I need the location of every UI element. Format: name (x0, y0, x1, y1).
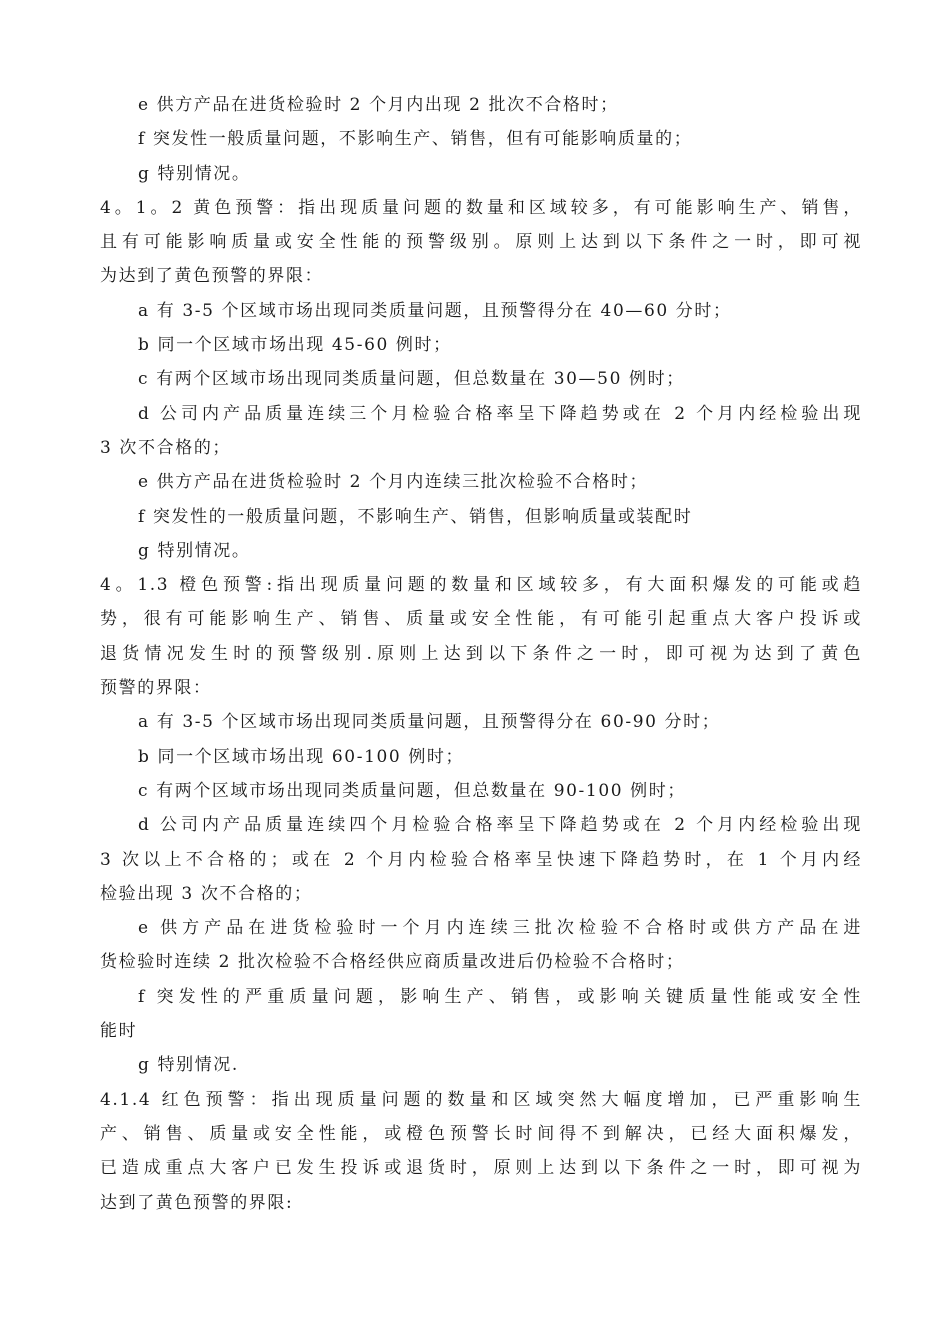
orange-list-item-c: c 有两个区域市场出现同类质量问题，但总数量在 90-100 例时； (138, 780, 686, 801)
orange-warning-heading-line-4: 预警的界限： (100, 678, 212, 699)
yellow-list-item-g: g 特别情况。 (138, 540, 251, 561)
list-item-e-first-section: e 供方产品在进货检验时 2 个月内出现 2 批次不合格时； (138, 95, 619, 115)
yellow-list-item-a: a 有 3-5 个区域市场出现同类质量问题，且预警得分在 40—60 分时； (138, 300, 732, 321)
orange-warning-heading-line-1: 4。1.3 橙色预警:指出现质量问题的数量和区域较多，有大面积爆发的可能或趋 (100, 575, 862, 596)
list-item-f-first-section: f 突发性一般质量问题，不影响生产、销售，但有可能影响质量的； (138, 129, 693, 150)
orange-list-item-f-line-1: f 突发性的严重质量问题，影响生产、销售，或影响关键质量性能或安全性 (138, 986, 862, 1007)
yellow-list-item-d-line-1: d 公司内产品质量连续三个月检验合格率呈下降趋势或在 2 个月内经检验出现 (138, 403, 862, 424)
red-warning-heading-line-4: 达到了黄色预警的界限: (100, 1192, 294, 1213)
yellow-warning-heading-line-1: 4。1。2 黄色预警：指出现质量问题的数量和区域较多，有可能影响生产、销售， (100, 197, 862, 218)
orange-list-item-f-line-2: 能时 (100, 1021, 138, 1042)
red-warning-heading-line-1: 4.1.4 红色预警：指出现质量问题的数量和区域突然大幅度增加，已严重影响生 (100, 1089, 862, 1110)
orange-warning-heading-line-2: 势，很有可能影响生产、销售、质量或安全性能，有可能引起重点大客户投诉或 (100, 609, 862, 630)
orange-list-item-d-line-1: d 公司内产品质量连续四个月检验合格率呈下降趋势或在 2 个月内经检验出现 (138, 815, 862, 836)
orange-list-item-e-line-1: e 供方产品在进货检验时一个月内连续三批次检验不合格时或供方产品在进 (138, 918, 862, 939)
yellow-warning-heading-line-2: 且有可能影响质量或安全性能的预警级别。原则上达到以下条件之一时，即可视 (100, 232, 862, 253)
yellow-list-item-d-line-2: 3 次不合格的； (100, 437, 232, 458)
orange-list-item-d-line-3: 检验出现 3 次不合格的； (100, 883, 313, 904)
orange-list-item-d-line-2: 3 次以上不合格的；或在 2 个月内检验合格率呈快速下降趋势时，在 1 个月内经 (100, 849, 862, 870)
yellow-list-item-e: e 供方产品在进货检验时 2 个月内连续三批次检验不合格时； (138, 472, 649, 493)
list-item-g-first-section: g 特别情况。 (138, 163, 251, 184)
yellow-list-item-f: f 突发性的一般质量问题，不影响生产、销售，但影响质量或装配时 (138, 506, 693, 527)
orange-list-item-b: b 同一个区域市场出现 60-100 例时； (138, 746, 465, 767)
yellow-list-item-b: b 同一个区域市场出现 45-60 例时； (138, 335, 452, 356)
orange-list-item-g: g 特别情况. (138, 1055, 239, 1076)
yellow-warning-heading-line-3: 为达到了黄色预警的界限： (100, 266, 324, 287)
orange-list-item-a: a 有 3-5 个区域市场出现同类质量问题，且预警得分在 60-90 分时； (138, 712, 721, 733)
orange-warning-heading-line-3: 退货情况发生时的预警级别.原则上达到以下条件之一时，即可视为达到了黄色 (100, 643, 862, 664)
red-warning-heading-line-3: 已造成重点大客户已发生投诉或退货时，原则上达到以下条件之一时，即可视为 (100, 1158, 862, 1179)
document-body (100, 88, 862, 1220)
red-warning-heading-line-2: 产、销售、质量或安全性能，或橙色预警长时间得不到解决，已经大面积爆发， (100, 1123, 862, 1144)
orange-list-item-e-line-2: 货检验时连续 2 批次检验不合格经供应商质量改进后仍检验不合格时； (100, 952, 685, 973)
yellow-list-item-c: c 有两个区域市场出现同类质量问题，但总数量在 30—50 例时； (138, 369, 685, 390)
